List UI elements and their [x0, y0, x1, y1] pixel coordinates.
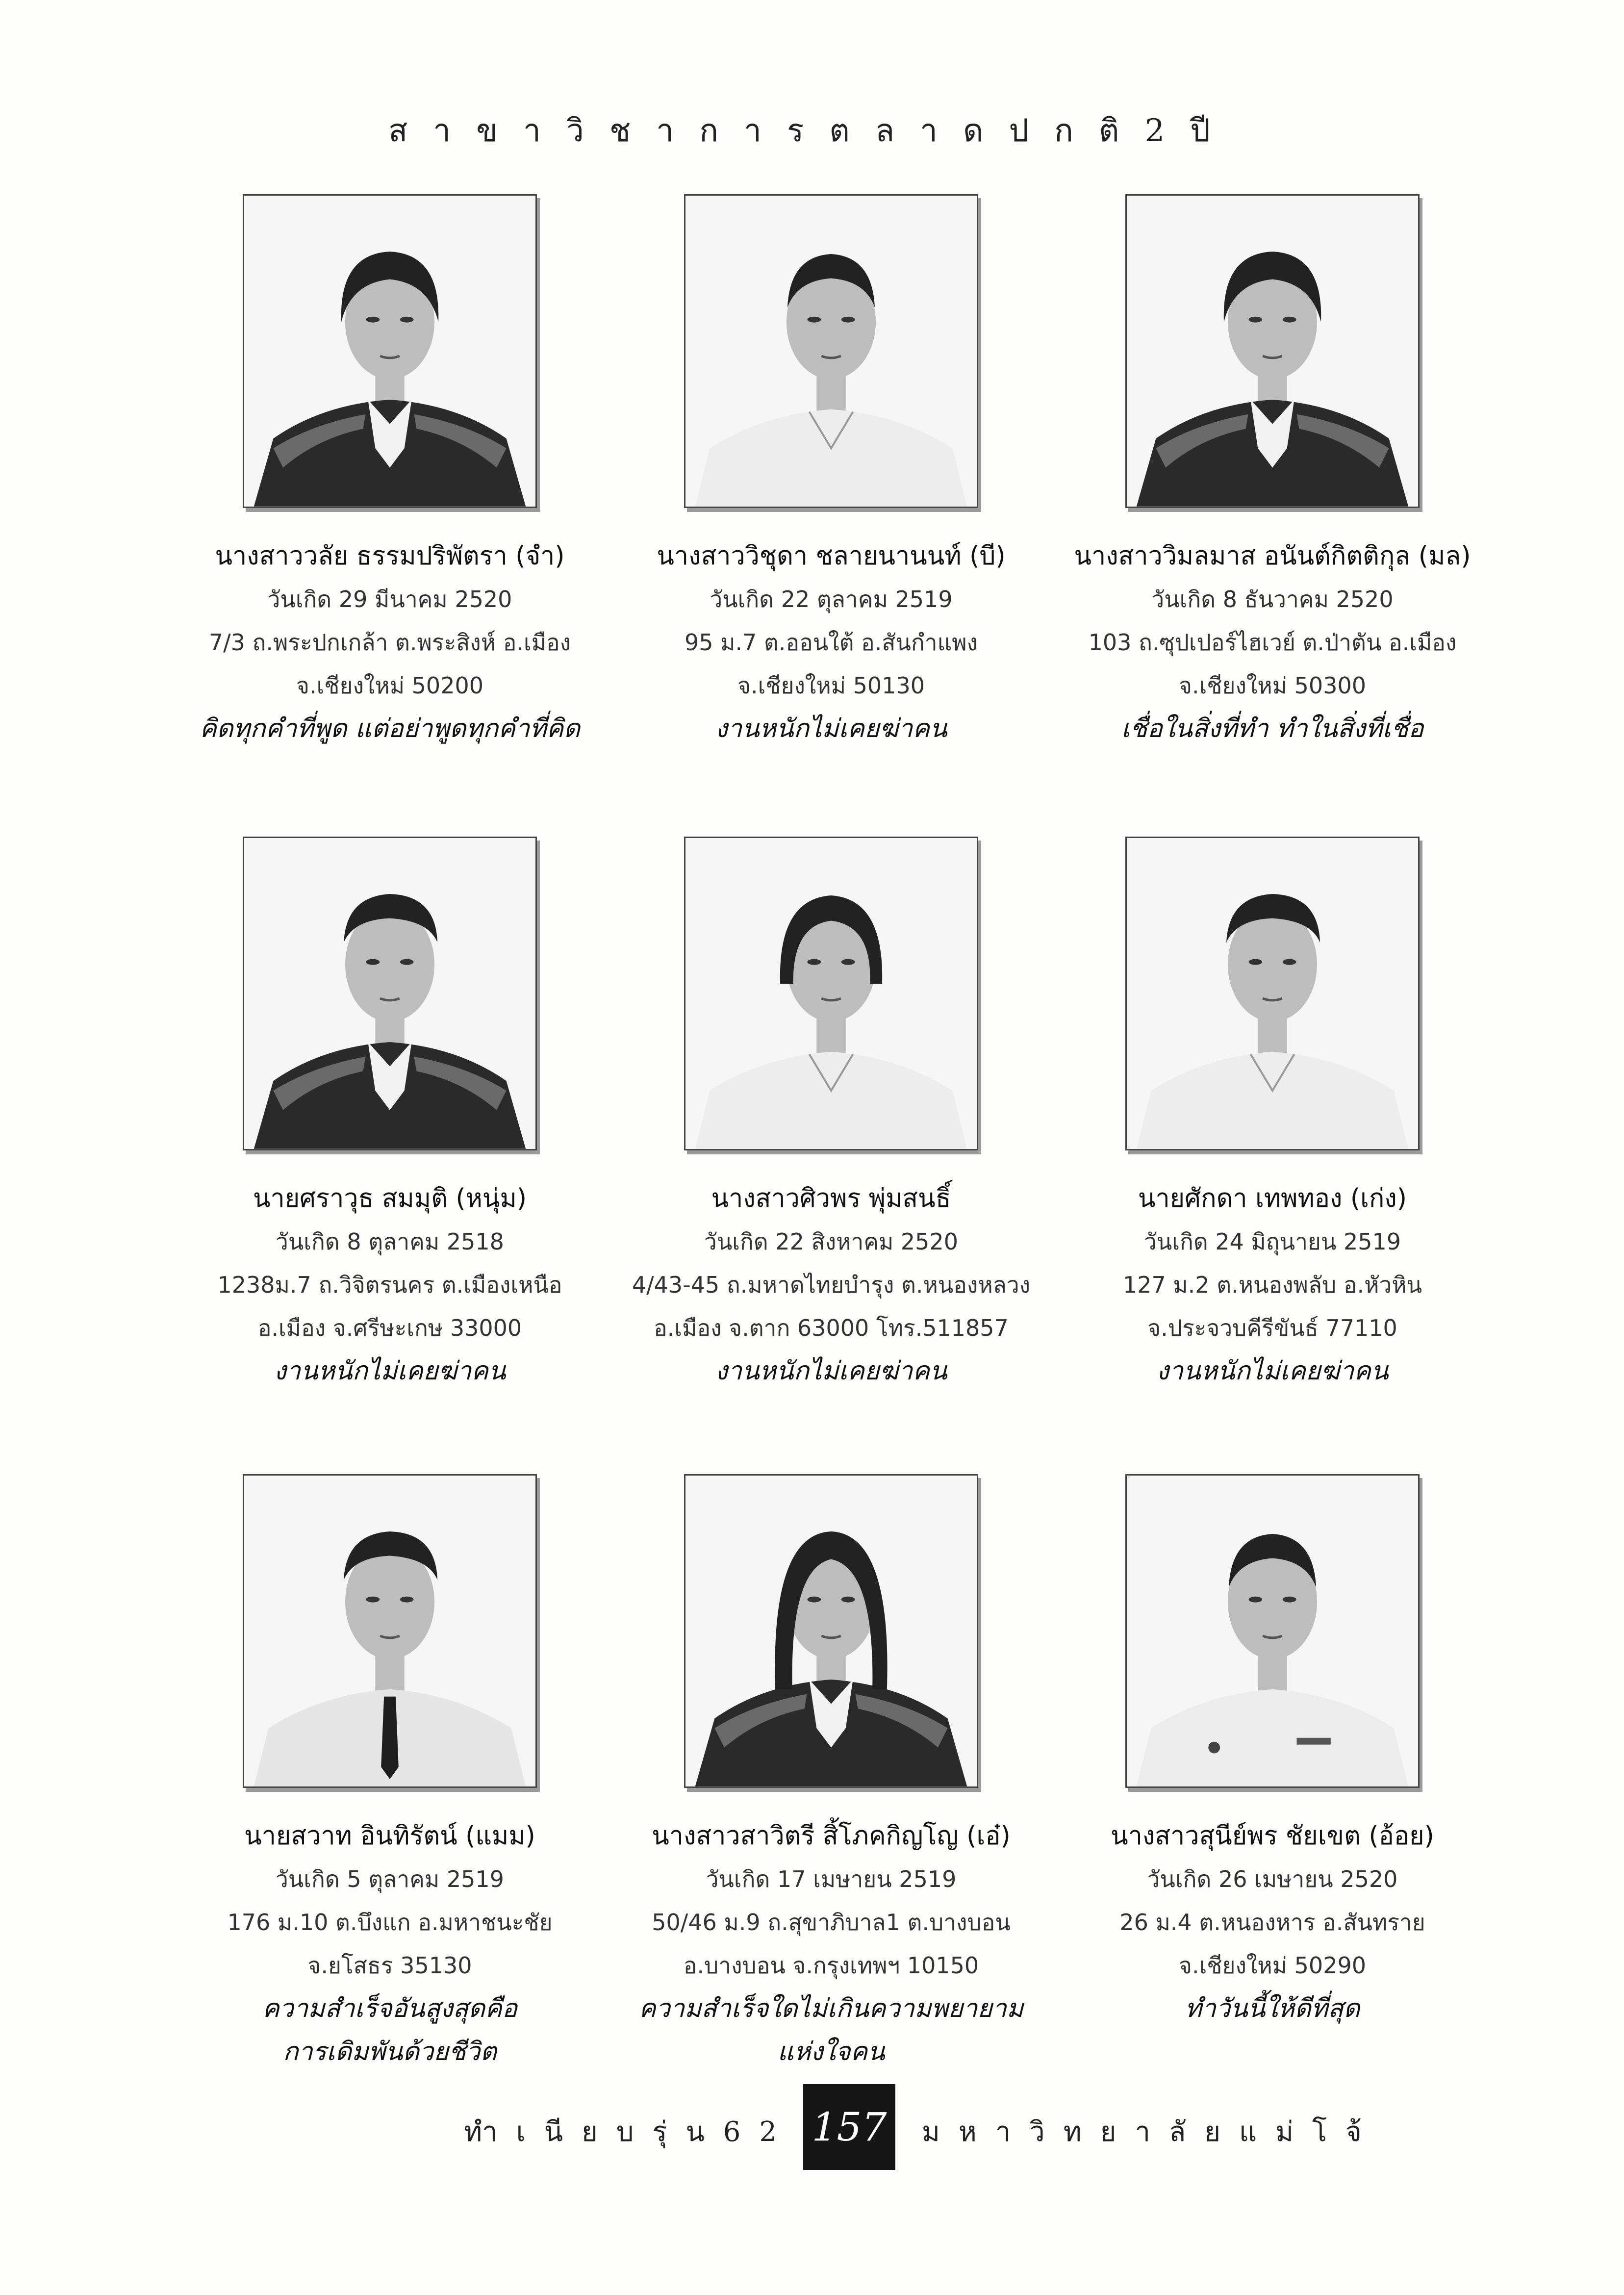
student-address-line-2: อ.เมือง จ.ตาก 63000 โทร.511857 — [654, 1315, 1009, 1341]
student-motto: งานหนักไม่เคยฆ่าคน — [274, 1356, 506, 1386]
student-name: นายศราวุธ สมมุติ (หนุ่ม) — [253, 1184, 527, 1213]
page-footer — [0, 2084, 1624, 2172]
student-birthdate: วันเกิด 8 ธันวาคม 2520 — [1151, 586, 1394, 612]
student-photo — [243, 1474, 537, 1788]
student-address-line-2: จ.ยโสธร 35130 — [307, 1952, 472, 1979]
student-birthdate: วันเกิด 26 เมษายน 2520 — [1147, 1866, 1398, 1892]
student-address-line-1: 127 ม.2 ต.หนองพลับ อ.หัวหิน — [1122, 1272, 1422, 1298]
student-birthdate: วันเกิด 8 ตุลาคม 2518 — [276, 1228, 504, 1255]
student-info — [1044, 535, 1500, 750]
student-birthdate: วันเกิด 24 มิถุนายน 2519 — [1143, 1228, 1401, 1255]
student-motto: ความสำเร็จใดไม่เกินความพยายาม — [638, 1994, 1024, 2023]
student-address-line-1: 103 ถ.ซุปเปอร์ไฮเวย์ ต.ป่าตัน อ.เมือง — [1088, 629, 1457, 656]
student-birthdate: วันเกิด 29 มีนาคม 2520 — [267, 586, 512, 612]
student-motto: คิดทุกคำที่พูด แต่อย่าพูดทุกคำที่คิด — [200, 714, 580, 743]
student-birthdate: วันเกิด 22 สิงหาคม 2520 — [704, 1228, 958, 1255]
page-title: สาขาวิชาการตลาดปกติ2ปี — [388, 113, 1236, 149]
student-photo — [1125, 194, 1420, 508]
student-address-line-2: จ.เชียงใหม่ 50130 — [737, 672, 925, 699]
student-address-line-2: อ.บางบอน จ.กรุงเทพฯ 10150 — [683, 1952, 979, 1979]
student-card — [1044, 1471, 1486, 2123]
student-info — [603, 1177, 1059, 1393]
student-birthdate: วันเกิด 5 ตุลาคม 2519 — [276, 1866, 504, 1892]
student-name: นายศักดา เทพทอง (เก่ง) — [1138, 1184, 1407, 1213]
student-info — [603, 535, 1059, 750]
student-photo — [1125, 837, 1420, 1150]
student-card — [603, 834, 1044, 1471]
student-motto: งานหนักไม่เคยฆ่าคน — [715, 714, 947, 743]
student-name: นางสาวศิวพร พุ่มสนธิ์ — [711, 1184, 951, 1213]
student-address-line-1: 176 ม.10 ต.บึงแก อ.มหาชนะชัย — [227, 1909, 553, 1936]
student-address-line-1: 1238ม.7 ถ.วิจิตรนคร ต.เมืองเหนือ — [217, 1272, 562, 1298]
student-birthdate: วันเกิด 22 ตุลาคม 2519 — [710, 586, 953, 612]
student-address-line-2: จ.เชียงใหม่ 50200 — [296, 672, 483, 699]
student-photo — [1125, 1474, 1420, 1788]
student-address-line-1: 26 ม.4 ต.หนองหาร อ.สันทราย — [1119, 1909, 1425, 1936]
student-motto: งานหนักไม่เคยฆ่าคน — [715, 1356, 947, 1386]
student-photo — [684, 194, 978, 508]
student-card — [1044, 834, 1486, 1471]
student-info — [1044, 1177, 1500, 1393]
student-birthdate: วันเกิด 17 เมษายน 2519 — [706, 1866, 957, 1892]
student-name: นางสาววิมลมาส อนันต์กิตติกุล (มล) — [1074, 541, 1471, 571]
student-photo — [684, 1474, 978, 1788]
student-card — [603, 191, 1044, 834]
student-card — [162, 834, 603, 1471]
student-name: นายสวาท อินทิรัตน์ (แมม) — [244, 1821, 535, 1851]
student-photo — [684, 837, 978, 1150]
student-info — [162, 535, 618, 750]
student-card — [162, 191, 603, 834]
student-card — [1044, 191, 1486, 834]
student-motto: การเดิมพันด้วยชีวิต — [283, 2037, 497, 2066]
student-address-line-2: จ.เชียงใหม่ 50290 — [1179, 1952, 1366, 1979]
student-motto: ความสำเร็จอันสูงสุดคือ — [262, 1994, 517, 2023]
student-address-line-1: 95 ม.7 ต.ออนใต้ อ.สันกำแพง — [684, 629, 978, 656]
student-address-line-1: 4/43-45 ถ.มหาดไทยบำรุง ต.หนองหลวง — [632, 1272, 1031, 1298]
student-motto: ทำวันนี้ให้ดีที่สุด — [1185, 1994, 1360, 2023]
student-motto: เชื่อในสิ่งที่ทำ ทำในสิ่งที่เชื่อ — [1121, 714, 1424, 743]
student-address-line-1: 7/3 ถ.พระปกเกล้า ต.พระสิงห์ อ.เมือง — [208, 629, 571, 656]
student-address-line-1: 50/46 ม.9 ถ.สุขาภิบาล1 ต.บางบอน — [652, 1909, 1011, 1936]
student-name: นางสาววิชุดา ชลายนานนท์ (บี) — [657, 541, 1006, 571]
student-name: นางสาวสุนีย์พร ชัยเขต (อ้อย) — [1111, 1821, 1434, 1851]
student-address-line-2: จ.เชียงใหม่ 50300 — [1179, 672, 1366, 699]
student-name: นางสาวสาวิตรี สิ้โภคกิญโญ (เอ๋) — [652, 1821, 1011, 1851]
student-motto: งานหนักไม่เคยฆ่าคน — [1156, 1356, 1389, 1386]
student-info — [1044, 1814, 1500, 2030]
student-address-line-2: อ.เมือง จ.ศรีษะเกษ 33000 — [257, 1315, 522, 1341]
student-info — [603, 1814, 1059, 2073]
student-info — [162, 1177, 618, 1393]
student-photo — [243, 194, 537, 508]
student-grid — [162, 191, 1486, 2123]
student-address-line-2: จ.ประจวบคีรีขันธ์ 77110 — [1147, 1315, 1397, 1341]
page-number: 157 — [803, 2084, 895, 2170]
student-photo — [243, 837, 537, 1150]
student-name: นางสาววลัย ธรรมปริพัตรา (จำ) — [215, 541, 565, 571]
student-info — [162, 1814, 618, 2073]
footer-yearbook-label: ทำเนียบรุ่น62 — [464, 2116, 795, 2148]
student-card — [162, 1471, 603, 2123]
footer-university-label: มหาวิทยาลัยแม่โจ้ — [922, 2116, 1380, 2148]
student-card — [603, 1471, 1044, 2123]
student-motto: แห่งใจคน — [777, 2037, 885, 2066]
